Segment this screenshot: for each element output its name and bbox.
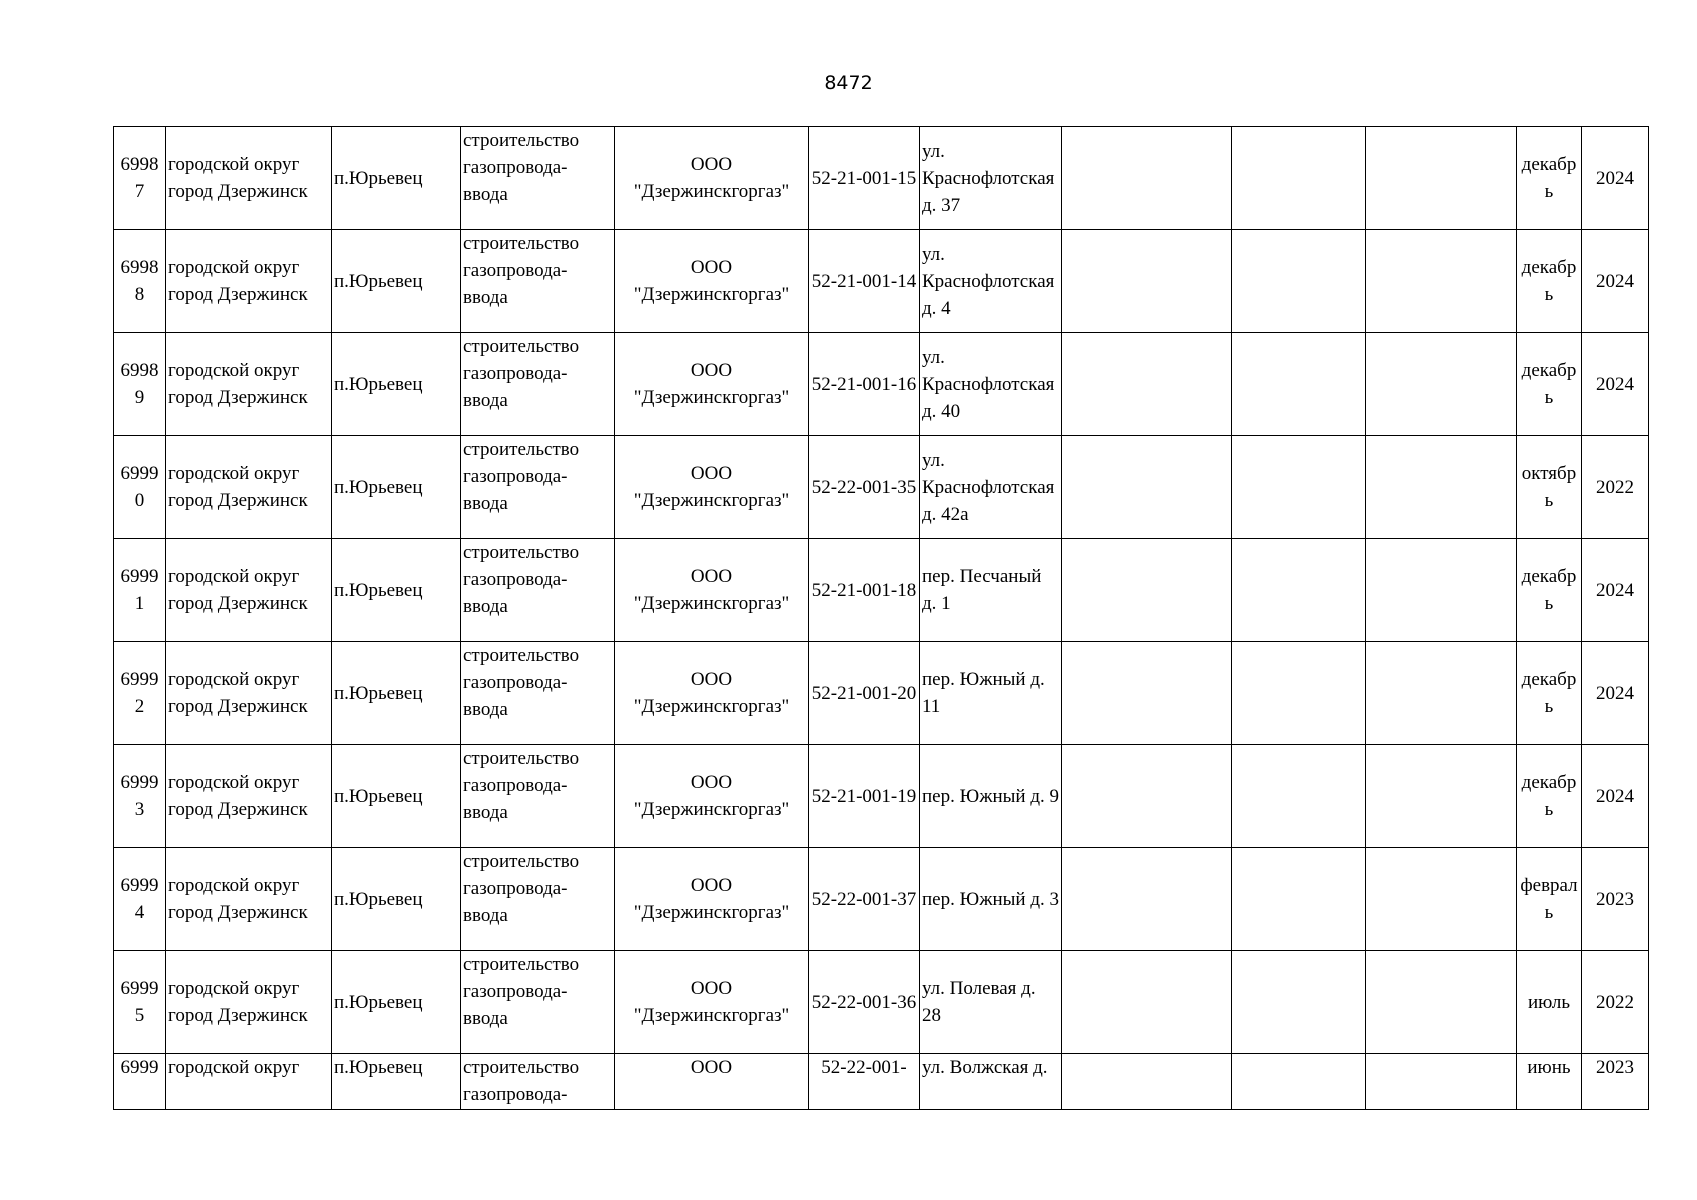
cell-month: февраль — [1517, 848, 1582, 951]
cell-locality: п.Юрьевец — [332, 745, 461, 848]
cell-work-type: строительство газопровода-ввода — [461, 848, 615, 951]
cell-address: пер. Южный д. 11 — [920, 642, 1062, 745]
cell-empty-9 — [1232, 436, 1366, 539]
cell-district: городской округ — [166, 1054, 332, 1110]
cell-code: 52-21-001-16 — [809, 333, 920, 436]
cell-organization: ООО "Дзержинскгоргаз" — [615, 333, 809, 436]
cell-organization: ООО "Дзержинскгоргаз" — [615, 848, 809, 951]
cell-year: 2024 — [1582, 539, 1649, 642]
cell-address: ул. Полевая д. 28 — [920, 951, 1062, 1054]
cell-year: 2024 — [1582, 127, 1649, 230]
cell-empty-10 — [1366, 230, 1517, 333]
cell-number: 69991 — [114, 539, 166, 642]
cell-locality: п.Юрьевец — [332, 230, 461, 333]
cell-address: пер. Южный д. 3 — [920, 848, 1062, 951]
cell-empty-8 — [1062, 230, 1232, 333]
cell-empty-8 — [1062, 539, 1232, 642]
cell-work-type: строительство газопровода-ввода — [461, 539, 615, 642]
cell-work-type: строительство газопровода-ввода — [461, 127, 615, 230]
cell-month: декабрь — [1517, 333, 1582, 436]
cell-year: 2024 — [1582, 642, 1649, 745]
cell-empty-9 — [1232, 848, 1366, 951]
cell-district: городской округ город Дзержинск — [166, 127, 332, 230]
cell-year: 2023 — [1582, 848, 1649, 951]
cell-empty-9 — [1232, 951, 1366, 1054]
cell-month: декабрь — [1517, 127, 1582, 230]
cell-district: городской округ город Дзержинск — [166, 848, 332, 951]
cell-year: 2024 — [1582, 230, 1649, 333]
page-number: 8472 — [824, 72, 873, 94]
cell-number: 6999 — [114, 1054, 166, 1110]
cell-number: 69987 — [114, 127, 166, 230]
cell-year: 2024 — [1582, 745, 1649, 848]
cell-month: июль — [1517, 951, 1582, 1054]
table-row — [114, 230, 1649, 333]
cell-year: 2024 — [1582, 333, 1649, 436]
cell-month: декабрь — [1517, 745, 1582, 848]
cell-district: городской округ город Дзержинск — [166, 745, 332, 848]
cell-empty-10 — [1366, 1054, 1517, 1110]
cell-locality: п.Юрьевец — [332, 436, 461, 539]
cell-address: ул. Краснофлотская д. 37 — [920, 127, 1062, 230]
cell-work-type: строительство газопровода-ввода — [461, 333, 615, 436]
cell-address: ул. Волжская д. — [920, 1054, 1062, 1110]
cell-year: 2022 — [1582, 951, 1649, 1054]
cell-locality: п.Юрьевец — [332, 642, 461, 745]
cell-empty-9 — [1232, 642, 1366, 745]
cell-empty-10 — [1366, 333, 1517, 436]
cell-district: городской округ город Дзержинск — [166, 436, 332, 539]
cell-empty-10 — [1366, 642, 1517, 745]
cell-work-type: строительство газопровода- — [461, 1054, 615, 1110]
table-row — [114, 745, 1649, 848]
cell-locality: п.Юрьевец — [332, 333, 461, 436]
cell-address: ул. Краснофлотская д. 42а — [920, 436, 1062, 539]
cell-code: 52-21-001-19 — [809, 745, 920, 848]
cell-empty-9 — [1232, 230, 1366, 333]
cell-code: 52-22-001- — [809, 1054, 920, 1110]
cell-empty-10 — [1366, 951, 1517, 1054]
cell-empty-8 — [1062, 127, 1232, 230]
cell-work-type: строительство газопровода-ввода — [461, 951, 615, 1054]
cell-empty-8 — [1062, 436, 1232, 539]
table-row — [114, 436, 1649, 539]
cell-number: 69993 — [114, 745, 166, 848]
cell-number: 69989 — [114, 333, 166, 436]
cell-number: 69992 — [114, 642, 166, 745]
cell-code: 52-21-001-15 — [809, 127, 920, 230]
cell-empty-8 — [1062, 848, 1232, 951]
table-row — [114, 1054, 1649, 1110]
cell-code: 52-21-001-14 — [809, 230, 920, 333]
cell-month: июнь — [1517, 1054, 1582, 1110]
cell-locality: п.Юрьевец — [332, 539, 461, 642]
cell-work-type: строительство газопровода-ввода — [461, 642, 615, 745]
cell-address: пер. Южный д. 9 — [920, 745, 1062, 848]
cell-empty-9 — [1232, 745, 1366, 848]
cell-empty-8 — [1062, 642, 1232, 745]
table-row — [114, 848, 1649, 951]
cell-district: городской округ город Дзержинск — [166, 539, 332, 642]
cell-organization: ООО "Дзержинскгоргаз" — [615, 230, 809, 333]
cell-work-type: строительство газопровода-ввода — [461, 230, 615, 333]
cell-number: 69990 — [114, 436, 166, 539]
cell-code: 52-22-001-35 — [809, 436, 920, 539]
cell-organization: ООО "Дзержинскгоргаз" — [615, 642, 809, 745]
cell-work-type: строительство газопровода-ввода — [461, 745, 615, 848]
cell-empty-10 — [1366, 539, 1517, 642]
cell-month: декабрь — [1517, 230, 1582, 333]
cell-district: городской округ город Дзержинск — [166, 642, 332, 745]
cell-year: 2022 — [1582, 436, 1649, 539]
table-row — [114, 642, 1649, 745]
cell-month: октябрь — [1517, 436, 1582, 539]
cell-address: ул. Краснофлотская д. 40 — [920, 333, 1062, 436]
cell-code: 52-22-001-37 — [809, 848, 920, 951]
cell-number: 69995 — [114, 951, 166, 1054]
cell-empty-9 — [1232, 333, 1366, 436]
cell-organization: ООО "Дзержинскгоргаз" — [615, 745, 809, 848]
cell-organization: ООО "Дзержинскгоргаз" — [615, 951, 809, 1054]
cell-empty-8 — [1062, 1054, 1232, 1110]
table-row — [114, 539, 1649, 642]
cell-locality: п.Юрьевец — [332, 1054, 461, 1110]
cell-month: декабрь — [1517, 539, 1582, 642]
cell-empty-8 — [1062, 951, 1232, 1054]
cell-organization: ООО "Дзержинскгоргаз" — [615, 127, 809, 230]
cell-month: декабрь — [1517, 642, 1582, 745]
cell-code: 52-22-001-36 — [809, 951, 920, 1054]
cell-empty-10 — [1366, 745, 1517, 848]
cell-code: 52-21-001-18 — [809, 539, 920, 642]
cell-year: 2023 — [1582, 1054, 1649, 1110]
cell-district: городской округ город Дзержинск — [166, 951, 332, 1054]
cell-locality: п.Юрьевец — [332, 127, 461, 230]
cell-number: 69994 — [114, 848, 166, 951]
cell-empty-9 — [1232, 539, 1366, 642]
cell-empty-10 — [1366, 848, 1517, 951]
cell-empty-9 — [1232, 1054, 1366, 1110]
cell-code: 52-21-001-20 — [809, 642, 920, 745]
cell-empty-8 — [1062, 745, 1232, 848]
cell-empty-8 — [1062, 333, 1232, 436]
cell-locality: п.Юрьевец — [332, 848, 461, 951]
cell-empty-9 — [1232, 127, 1366, 230]
table-row — [114, 333, 1649, 436]
cell-address: ул. Краснофлотская д. 4 — [920, 230, 1062, 333]
cell-district: городской округ город Дзержинск — [166, 333, 332, 436]
cell-organization: ООО "Дзержинскгоргаз" — [615, 539, 809, 642]
cell-organization: ООО "Дзержинскгоргаз" — [615, 436, 809, 539]
cell-district: городской округ город Дзержинск — [166, 230, 332, 333]
cell-locality: п.Юрьевец — [332, 951, 461, 1054]
table-row — [114, 951, 1649, 1054]
cell-organization: ООО — [615, 1054, 809, 1110]
cell-empty-10 — [1366, 127, 1517, 230]
table-row — [114, 127, 1649, 230]
table-body — [114, 127, 1649, 1110]
registry-table — [113, 126, 1649, 1110]
cell-number: 69988 — [114, 230, 166, 333]
cell-empty-10 — [1366, 436, 1517, 539]
cell-address: пер. Песчаный д. 1 — [920, 539, 1062, 642]
cell-work-type: строительство газопровода-ввода — [461, 436, 615, 539]
